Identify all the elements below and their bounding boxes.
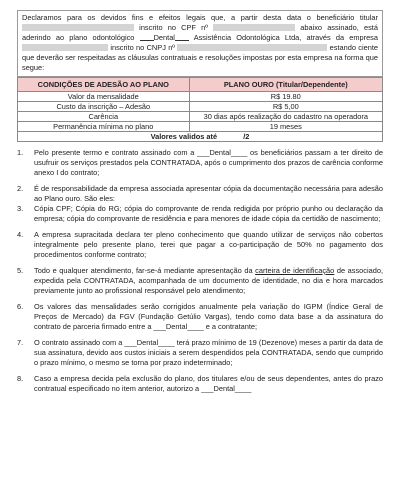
clause-text xyxy=(34,266,383,296)
clause-number: 8. xyxy=(17,374,24,383)
clause-text: Caso a empresa decida pela exclusão do plano, dos titulares e/ou de seus dependentes, antes do prazo contratual especificado no item anterior, autorizo a ___Dental____ xyxy=(34,374,383,393)
blank-before-dental xyxy=(140,33,154,41)
blank-after-dental xyxy=(175,33,189,41)
valid-until xyxy=(18,132,383,142)
clause-item xyxy=(17,302,383,332)
row-label: Valor da mensalidade xyxy=(18,92,190,102)
clause-text: Pelo presente termo e contrato assinado com a ___Dental____ os beneficiários passam a ter direito de usufruir os serviços prestados pela CONTRATADA, após o cumprimento dos prazos de carência conforme anexo I do contrato; xyxy=(34,148,383,177)
clause-number: 5. xyxy=(17,266,24,275)
clause-number: 2. xyxy=(17,184,24,193)
row-value: R$ 19.80 xyxy=(189,92,382,102)
table-footer-row xyxy=(18,132,383,142)
cnpj-field[interactable] xyxy=(177,44,327,51)
row-label: Custo da inscrição – Adesão xyxy=(18,102,190,112)
clause-text: A empresa supracitada declara ter pleno conhecimento que quando utilizar de serviços não cobertos integralmente pelo presente plano, terei que pagar a co-participação de 50% no pagamento dos procedimentos conforme contrato; xyxy=(34,230,383,259)
header-conditions: CONDIÇÕES DE ADESÃO AO PLANO xyxy=(18,78,190,92)
document-page xyxy=(17,10,383,400)
clause-number: 3. xyxy=(17,204,24,213)
valid-until-value: /2 xyxy=(243,132,250,141)
declaration-text-1: Declaramos para os devidos fins e efeitos legais que, a partir desta data o beneficiário titular xyxy=(22,13,378,22)
table-row xyxy=(18,102,383,112)
declaration-text-4: Assistência Odontológica Ltda, através da empresa xyxy=(193,33,378,42)
declaration-text-3: abaixo assinado, está aderindo ao plano odontológico xyxy=(22,23,378,42)
clause-item xyxy=(17,148,383,178)
declaration-dental: Dental xyxy=(153,33,175,42)
clause-underlined-term: carteira de identificação xyxy=(255,266,335,275)
clause-number: 4. xyxy=(17,230,24,239)
clause-item xyxy=(17,266,383,296)
clause-text: Os valores das mensalidades serão corrigidos anualmente pela variação do IGPM (Índice Geral de Preços de Mercado) da FGV (Fundação Getúlio Vargas), tendo como data base a da assinatura do contrato de parceria firmado entre a ___Dental____ e a contratante; xyxy=(34,302,383,331)
clause-item xyxy=(17,184,383,204)
clause-text-part: Todo e qualquer atendimento, far-se-á mediante apresentação da xyxy=(34,266,256,275)
titular-name-field[interactable] xyxy=(22,24,134,31)
table-row xyxy=(18,92,383,102)
table-header-row xyxy=(18,78,383,92)
clause-item xyxy=(17,204,383,224)
valid-until-label: Valores validos até xyxy=(150,132,218,141)
declaration-text-5: inscrito no CNPJ nº xyxy=(110,43,176,52)
clause-item xyxy=(17,374,383,394)
clause-item xyxy=(17,338,383,368)
cpf-field[interactable] xyxy=(213,24,295,31)
row-value: 19 meses xyxy=(189,122,382,132)
clause-text: Cópia CPF; Cópia do RG; cópia do comprovante de renda redigida por próprio punho ou declaração da empresa; cópia do comprovante de residência e para menores de idade cópia da certidão de nascimento; xyxy=(34,204,383,223)
clause-text: O contrato assinado com a ___Dental____ terá prazo mínimo de 19 (Dezenove) meses a partir da data de sua assinatura, devido aos custos iniciais a serem despendidos pela CONTRATADA, sendo que cumprido o prazo mínimo, o mesmo se torna por prazo indeterminado; xyxy=(34,338,383,367)
clause-item xyxy=(17,230,383,260)
table-row xyxy=(18,122,383,132)
declaration-box xyxy=(17,10,383,77)
plan-conditions-table xyxy=(17,77,383,142)
clause-number: 6. xyxy=(17,302,24,311)
header-plan: PLANO OURO (Titular/Dependente) xyxy=(189,78,382,92)
company-name-field[interactable] xyxy=(22,44,108,51)
clause-number: 1. xyxy=(17,148,24,157)
row-value: R$ 5,00 xyxy=(189,102,382,112)
clauses-list xyxy=(17,148,383,394)
row-label: Permanência mínima no plano xyxy=(18,122,190,132)
clause-text: É de responsabilidade da empresa associada apresentar cópia da documentação necessária para adesão ao Plano ouro. São eles: xyxy=(34,184,383,203)
row-value: 30 dias após realização do cadastro na operadora xyxy=(189,112,382,122)
row-label: Carência xyxy=(18,112,190,122)
table-row xyxy=(18,112,383,122)
declaration-text-6: estando ciente que deverão ser respeitadas as cláusulas contratuais e resoluções impostas por esta empresa na forma que segue: xyxy=(22,43,379,72)
declaration-text-2: inscrito no CPF nº xyxy=(139,23,208,32)
clause-text-part: de associado, expedida pela CONTRATADA, acompanhada de um documento de identidade, no dia e hora marcados previamente junto ao profissional responsável pelo atendimento; xyxy=(34,266,383,295)
declaration-paragraph xyxy=(22,13,378,73)
clause-number: 7. xyxy=(17,338,24,347)
